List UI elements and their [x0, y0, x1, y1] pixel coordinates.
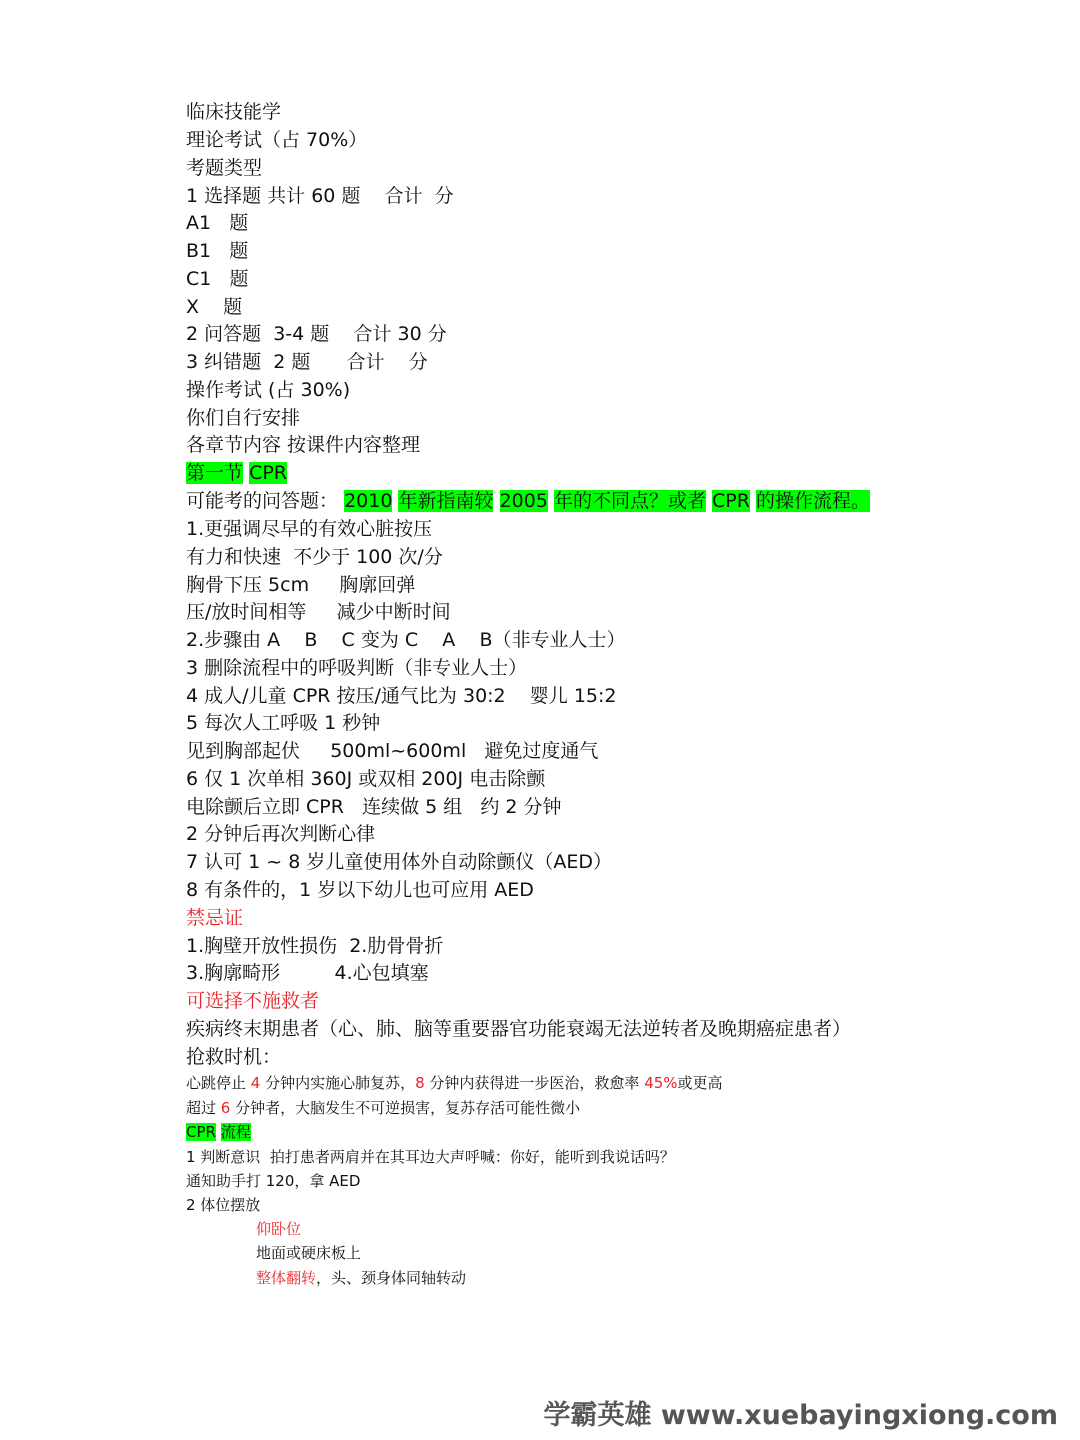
timing-text: 分钟者，大脑发生不可逆损害，复苏存活可能性微小: [230, 1099, 581, 1117]
timing-text: 分钟内获得进一步医治，救愈率: [424, 1074, 645, 1092]
point-line: 3 删除流程中的呼吸判断（非专业人士）: [186, 657, 528, 679]
theory-exam: 理论考试（占 70%）: [186, 129, 368, 151]
type-x: X 题: [186, 296, 243, 318]
flow-step: 通知助手打 120，拿 AED: [186, 1172, 361, 1190]
timing-number: 8: [415, 1074, 425, 1092]
whole-turn-line: [256, 1271, 466, 1286]
timing-text: 或更高: [677, 1074, 723, 1092]
section-heading-b: CPR: [249, 462, 287, 484]
whole-turn: 整体翻转: [256, 1269, 317, 1287]
point-line: 胸骨下压 5cm 胸廓回弹: [186, 574, 416, 596]
point-line: 电除颤后立即 CPR 连续做 5 组 约 2 分钟: [186, 796, 562, 818]
type-c1: C1 题: [186, 268, 249, 290]
contraindication-line: 1.胸壁开放性损伤 2.肋骨骨折: [186, 935, 444, 957]
point-line: 6 仅 1 次单相 360J 或双相 200J 电击除颤: [186, 768, 546, 790]
contraindications-heading: 禁忌证: [186, 907, 244, 929]
point-line: 2.步骤由 A B C 变为 C A B（非专业人士）: [186, 629, 626, 651]
possible-label: 可能考的问答题：: [186, 490, 339, 512]
point-line: 有力和快速 不少于 100 次/分: [186, 546, 443, 568]
flow-heading-a: CPR: [186, 1123, 216, 1141]
flow-heading: [186, 1125, 251, 1140]
hl-2: 2005: [499, 490, 548, 512]
timing-number: 45%: [644, 1074, 678, 1092]
point-line: 4 成人/儿童 CPR 按压/通气比为 30:2 婴儿 15:2: [186, 685, 617, 707]
timing-text: 分钟内实施心肺复苏，: [260, 1074, 416, 1092]
short-answer-line: 2 问答题 3-4 题 合计 30 分: [186, 323, 447, 345]
hl-0: 2010: [344, 490, 393, 512]
point-line: 7 认可 1 ~ 8 岁儿童使用体外自动除颤仪（AED）: [186, 851, 613, 873]
timing-number: 6: [220, 1099, 231, 1117]
floor-board: 地面或硬床板上: [256, 1244, 362, 1262]
section-heading: [186, 464, 287, 483]
whole-turn-rest: ，头、颈身体同轴转动: [316, 1269, 467, 1287]
timing-line-2: [186, 1101, 580, 1116]
contraindication-line: 3.胸廓畸形 4.心包填塞: [186, 962, 429, 984]
type-b1: B1 题: [186, 240, 249, 262]
flow-step: 2 体位摆放: [186, 1196, 261, 1214]
optional-heading: 可选择不施救者: [186, 990, 320, 1012]
timing-text: 超过: [186, 1099, 221, 1117]
type-a1: A1 题: [186, 212, 249, 234]
point-line: 5 每次人工呼吸 1 秒钟: [186, 712, 381, 734]
hl-5: 的操作流程。: [755, 490, 870, 512]
correction-line: 3 纠错题 2 题 合计 分: [186, 351, 428, 373]
question-types-label: 考题类型: [186, 157, 263, 179]
point-line: 8 有条件的，1 岁以下幼儿也可应用 AED: [186, 879, 534, 901]
point-line: 见到胸部起伏 500ml~600ml 避免过度通气: [186, 740, 599, 762]
doc-title: 临床技能学: [186, 101, 282, 123]
timing-label: 抢救时机：: [186, 1046, 282, 1068]
hl-4: CPR: [712, 490, 750, 512]
flow-heading-b: 流程: [220, 1123, 251, 1141]
timing-text: 心跳停止: [186, 1074, 251, 1092]
point-line: 1.更强调尽早的有效心脏按压: [186, 518, 433, 540]
site-watermark: 学霸英雄 www.xuebayingxiong.com: [543, 1400, 1058, 1431]
section-heading-a: 第一节: [186, 462, 244, 484]
multiple-choice-line: 1 选择题 共计 60 题 合计 分: [186, 185, 454, 207]
point-line: 压/放时间相等 减少中断时间: [186, 601, 451, 623]
timing-number: 4: [250, 1074, 261, 1092]
timing-line-1: [186, 1076, 723, 1091]
practical-exam: 操作考试 (占 30%): [186, 379, 351, 401]
point-line: 2 分钟后再次判断心律: [186, 823, 376, 845]
possible-question: [186, 492, 870, 511]
hl-3: 年的不同点？或者: [553, 490, 706, 512]
self-arrange: 你们自行安排: [186, 407, 301, 429]
hl-1: 年新指南较: [398, 490, 494, 512]
optional-text: 疾病终末期患者（心、肺、脑等重要器官功能衰竭无法逆转者及晚期癌症患者）: [186, 1018, 852, 1040]
supine-position: 仰卧位: [256, 1220, 302, 1238]
chapter-note: 各章节内容 按课件内容整理: [186, 434, 421, 456]
flow-step: 1 判断意识 拍打患者两肩并在其耳边大声呼喊：你好，能听到我说话吗？: [186, 1148, 675, 1166]
